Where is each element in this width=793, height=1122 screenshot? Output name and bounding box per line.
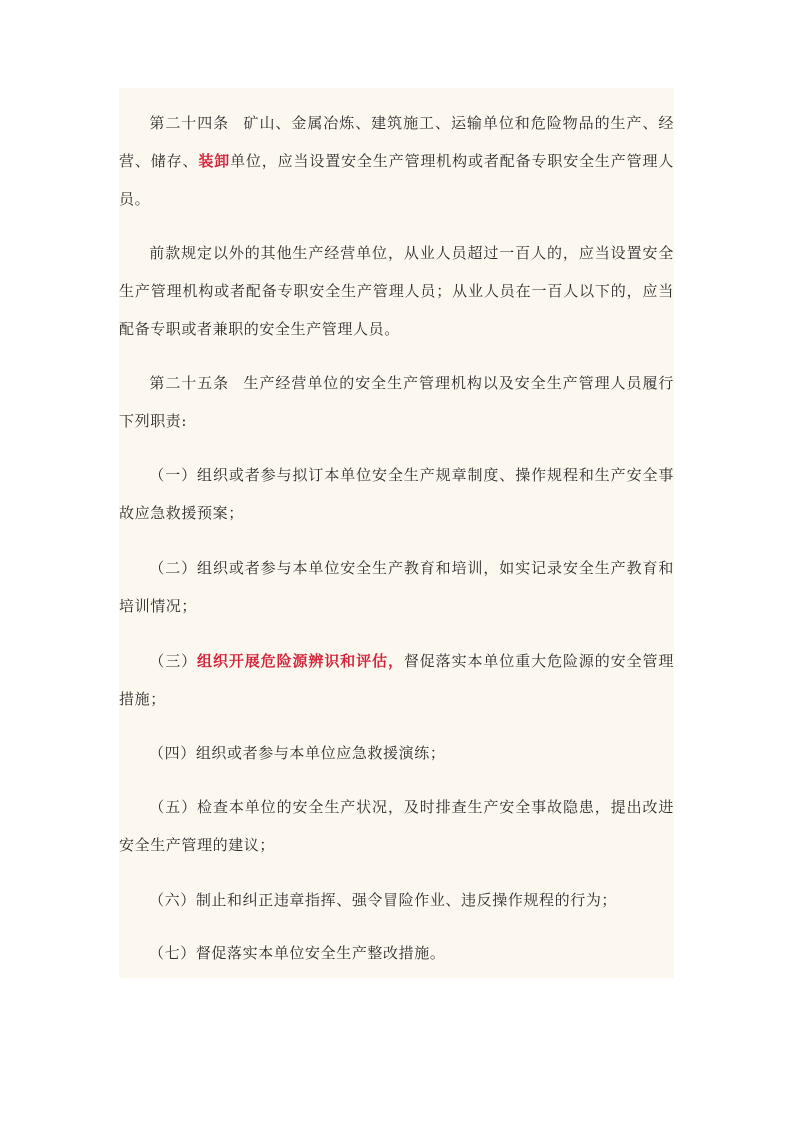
- article-24-paragraph-1: [119, 104, 674, 218]
- article-24-number: 第二十四条: [149, 114, 230, 132]
- duty-item-highlight: 组织开展危险源辨识和评估，: [197, 652, 404, 670]
- article-24-paragraph-2-text: 前款规定以外的其他生产经营单位，从业人员超过一百人的，应当设置安全生产管理机构或者配备专职安全生产管理人员；从业人员在一百人以下的，应当配备专职或者兼职的安全生产管理人员。: [119, 244, 674, 338]
- duty-item-7: [119, 934, 674, 972]
- duty-item-text: 检查本单位的安全生产状况，及时排查生产安全事故隐患，提出改进安全生产管理的建议；: [119, 798, 674, 854]
- article-25-intro-text: 生产经营单位的安全生产管理机构以及安全生产管理人员履行下列职责:: [119, 374, 674, 430]
- article-24-text-before: 矿山、金属冶炼、建筑施工、运输单位和危险物品的生产、经营、储存、: [119, 114, 674, 170]
- duty-item-text: 组织或者参与本单位安全生产教育和培训，如实记录安全生产教育和培训情况；: [119, 559, 674, 615]
- duty-item-3: [119, 642, 674, 718]
- article-25-intro: [119, 364, 674, 440]
- duty-item-text: 制止和纠正违章指挥、强令冒险作业、违反操作规程的行为；: [195, 891, 618, 909]
- article-25-number: 第二十五条: [149, 374, 230, 392]
- document-panel: [119, 88, 674, 978]
- duty-item-label: （七）: [149, 944, 196, 962]
- duty-item-label: （一）: [149, 466, 198, 484]
- article-24-text-after: 单位，应当设置安全生产管理机构或者配备专职安全生产管理人员。: [119, 152, 674, 208]
- duty-item-2: [119, 549, 674, 625]
- duty-item-label: （六）: [149, 891, 196, 909]
- duty-item-label: （三）: [149, 652, 198, 670]
- article-24-highlight: 装卸: [198, 152, 231, 170]
- duty-item-4: [119, 734, 674, 772]
- duty-item-text: 督促落实本单位重大危险源的安全管理措施；: [119, 652, 674, 708]
- duty-item-label: （五）: [149, 798, 198, 816]
- duty-item-5: [119, 788, 674, 864]
- duty-item-label: （四）: [149, 744, 196, 762]
- article-24-paragraph-2: [119, 234, 674, 348]
- duty-item-1: [119, 456, 674, 532]
- duty-item-6: [119, 881, 674, 919]
- duty-item-text: 组织或者参与本单位应急救援演练；: [195, 744, 446, 762]
- duty-item-label: （二）: [149, 559, 198, 577]
- duty-item-text: 组织或者参与拟订本单位安全生产规章制度、操作规程和生产安全事故应急救援预案；: [119, 466, 674, 522]
- duty-item-text: 督促落实本单位安全生产整改措施。: [195, 944, 446, 962]
